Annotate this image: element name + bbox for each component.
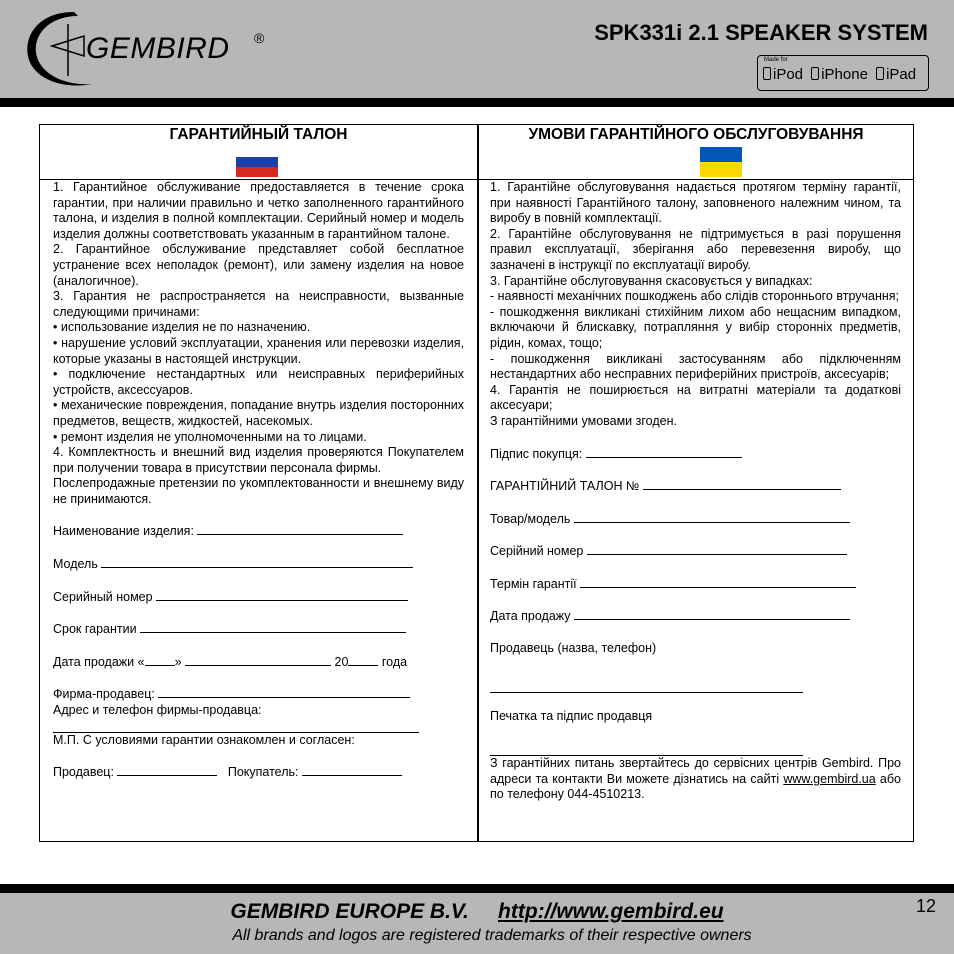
warranty-table <box>39 124 914 842</box>
ru-field-product-name: Наименование изделия: <box>53 523 464 540</box>
ua-field-stamp: Печатка та підпис продавця <box>490 708 653 723</box>
ru-term-4: 4. Комплектность и внешний вид изделия проверяются Покупателем при получении товара в присутствии персонала фирмы. <box>53 445 464 475</box>
header-divider <box>0 98 954 107</box>
ru-field-serial: Серийный номер <box>53 589 464 606</box>
ua-term-1: 1. Гарантійне обслуговування надається протягом терміну гарантії, при наявності Гарантійного талону, заповненого належним чином, та виробу в повній комплектації. <box>490 180 901 226</box>
device-iphone: iPhone <box>821 66 868 83</box>
ipod-icon <box>763 67 771 80</box>
ru-field-warranty-term: Срок гарантии <box>53 621 464 638</box>
ru-field-signatures: Продавец: Покупатель: <box>53 764 464 781</box>
ua-seller-line <box>490 679 803 693</box>
made-for-badge <box>757 55 929 91</box>
brand-name: GEMBIRD <box>86 32 230 65</box>
ru-bullet-5: • ремонт изделия не уполномоченными на то лицами. <box>53 429 367 444</box>
ua-case-1: - наявності механічних пошкоджень або слідів стороннього втручання; <box>490 289 900 304</box>
page-number: 12 <box>915 896 936 916</box>
ua-agreement: З гарантійними умовами згоден. <box>490 413 677 428</box>
ua-field-seller: Продавець (назва, телефон) <box>490 641 657 656</box>
ua-term-4: 4. Гарантія не поширюється на витратні матеріали та додаткові аксесуари; <box>490 382 901 413</box>
column-divider <box>477 125 479 841</box>
ru-term-1: 1. Гарантийное обслуживание предоставляется в течение срока гарантии, при наличии правильно и четко заполненного гарантийного талона, и изделия в полной комплектации. Серийный номер и модель изделия должны соответствовать указанным в гарантийном талоне. <box>53 180 464 241</box>
registered-mark: ® <box>254 30 265 46</box>
ua-stamp-line <box>490 742 803 756</box>
ua-case-2: - пошкодження викликані стихійним лихом або нещасним випадком, включаючи й блискавку, потрапляння у вибір сторонніх предметів, рідин, комах, тощо; <box>490 304 901 350</box>
made-for-devices <box>763 66 916 83</box>
iphone-icon <box>811 67 819 80</box>
ukrainian-flag-icon <box>700 147 742 177</box>
ru-field-seller-firm: Фирма-продавец: <box>53 686 464 703</box>
ua-column-title: УМОВИ ГАРАНТІЙНОГО ОБСЛУГОВУВАННЯ <box>528 126 864 143</box>
gembird-logo <box>22 6 265 92</box>
ua-field-serial: Серійний номер <box>490 543 901 560</box>
ru-field-sale-date: Дата продажи « » 20 года <box>53 654 408 669</box>
ru-warranty-terms <box>53 180 464 781</box>
ipad-icon <box>876 67 884 80</box>
ua-field-warranty-term: Термін гарантії <box>490 576 901 593</box>
ru-field-stamp-agreement: М.П. С условиями гарантии ознакомлен и согласен: <box>53 732 355 747</box>
made-for-caption: Made for <box>764 57 788 63</box>
ru-term-2: 2. Гарантийное обслуживание представляет собой бесплатное устранение всех неполадок (ремонт), или замену изделия на новое (аналогичное). <box>53 242 464 288</box>
ua-case-3: - пошкодження викликані застосуванням або підключенням нестандартних або несправних периферійних пристроїв, аксесуарів; <box>490 351 901 382</box>
ru-column-title: ГАРАНТИЙНЫЙ ТАЛОН <box>169 126 348 143</box>
ru-bullet-1: • использование изделия не по назначению. <box>53 320 311 335</box>
ru-term-3: 3. Гарантия не распространяется на неисправности, вызванные следующими причинами: <box>53 289 464 319</box>
ru-term-5: Послепродажные претензии по укомплектованности и внешнему виду не принимаются. <box>53 476 464 506</box>
ua-field-buyer-signature: Підпис покупця: <box>490 446 901 463</box>
ua-warranty-terms <box>490 180 901 803</box>
device-ipad: iPad <box>886 66 917 83</box>
ua-term-2: 2. Гарантійне обслуговування не підтримується в разі порушення правил експлуатації, зберігання або перевезення виробу, що зазначені в інструкції по експлуатації виробу. <box>490 226 901 272</box>
footer-company-line <box>0 900 954 924</box>
ua-term-3: 3. Гарантійне обслуговування скасовується у випадках: <box>490 273 813 288</box>
ru-field-model: Модель <box>53 556 464 573</box>
footer-trademark-note: All brands and logos are registered trademarks of their respective owners <box>232 927 752 944</box>
ru-bullet-2: • нарушение условий эксплуатации, хранения или перевозки изделия, которые указаны в настоящей инструкции. <box>53 335 464 366</box>
gembird-ua-link[interactable]: www.gembird.ua <box>783 771 876 786</box>
ua-field-talon-number: ГАРАНТІЙНИЙ ТАЛОН № <box>490 478 901 495</box>
ru-field-seller-address: Адрес и телефон фирмы-продавца: <box>53 703 262 718</box>
footer-url-link[interactable]: http://www.gembird.eu <box>498 900 724 923</box>
product-title: SPK331i 2.1 SPEAKER SYSTEM <box>594 20 928 45</box>
ua-contact-info: З гарантійних питань звертайтесь до сервісних центрів Gembird. Про адреси та контакти Ви можете дізнатись на сайті www.gembird.ua або по телефону 044-4510213. <box>490 756 901 802</box>
ua-field-goods-model: Товар/модель <box>490 511 901 528</box>
device-ipod: iPod <box>773 66 804 83</box>
footer-divider <box>0 884 954 893</box>
russian-flag-icon <box>236 147 278 177</box>
ua-field-sale-date: Дата продажу <box>490 608 901 625</box>
ru-bullet-3: • подключение нестандартных или неисправных периферийных устройств, аксессуаров. <box>53 367 464 397</box>
footer-company-name: GEMBIRD EUROPE B.V. <box>230 900 469 923</box>
ru-bullet-4: • механические повреждения, попадание внутрь изделия посторонних предметов, веществ, жидкостей, насекомых. <box>53 398 464 428</box>
ru-address-line <box>53 719 419 733</box>
